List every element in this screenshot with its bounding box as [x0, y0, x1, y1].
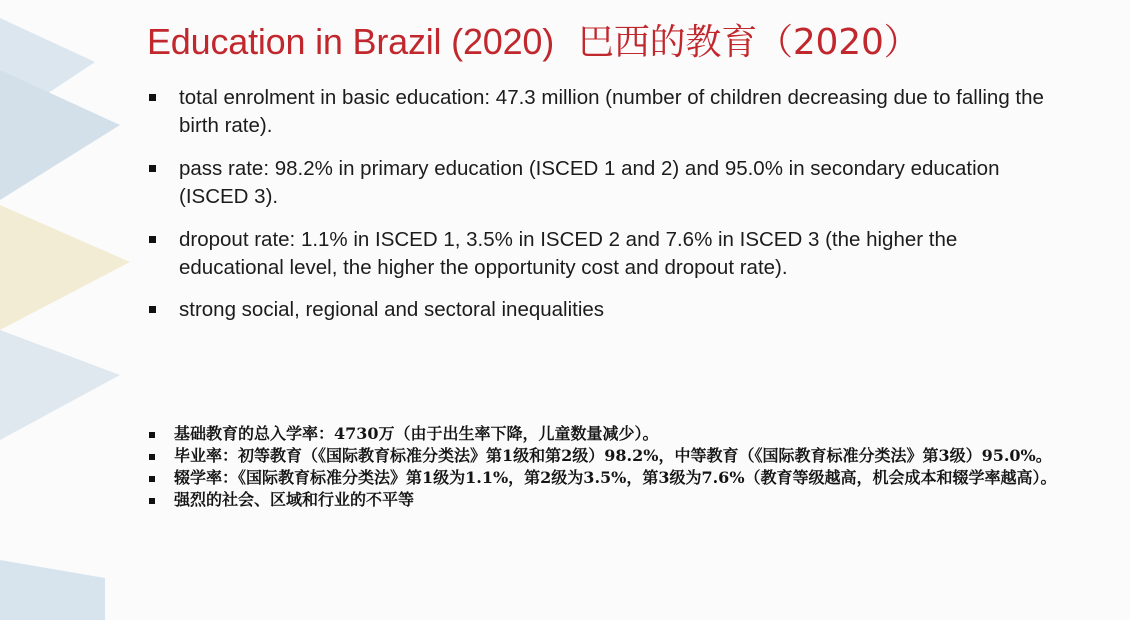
bullet-text: total enrolment in basic education: 47.3 million (number of children decreasing due to falling the birth rate). — [179, 86, 1044, 137]
bullet-text: strong social, regional and sectoral inequalities — [179, 298, 605, 321]
bullet-inequalities — [145, 296, 1065, 324]
bullet-text: dropout rate: 1.1% in ISCED 1, 3.5% in ISCED 2 and 7.6% in ISCED 3 (the higher the educational level, the higher the opportunity cost and dropout rate). — [179, 228, 958, 279]
chevron-blue-upper — [0, 70, 120, 200]
bullet-zh-dropout-rate — [145, 467, 1075, 489]
bullet-square-icon — [149, 94, 156, 101]
bullet-square-icon — [149, 306, 156, 313]
bullet-square-icon — [149, 454, 155, 460]
bullet-pass-rate — [145, 155, 1065, 211]
bullet-text: pass rate: 98.2% in primary education (ISCED 1 and 2) and 95.0% in secondary education (ISCED 3). — [179, 157, 1000, 208]
bullet-square-icon — [149, 476, 155, 482]
bullet-enrolment — [145, 84, 1065, 140]
bullet-text: 毕业率：初等教育（《国际教育标准分类法》第1级和第2级）98.2%，中等教育（《国际教育标准分类法》第3级）95.0%。 — [174, 446, 1052, 465]
bullet-square-icon — [149, 165, 156, 172]
bullet-dropout-rate — [145, 226, 1065, 282]
title-english: Education in Brazil (2020) — [147, 21, 555, 62]
page-title — [147, 14, 919, 65]
bullet-text: 辍学率：《国际教育标准分类法》第1级为1.1%，第2级为3.5%，第3级为7.6%（教育等级越高，机会成本和辍学率越高）。 — [174, 468, 1057, 487]
chinese-bullet-list — [145, 423, 1075, 511]
chevron-blue-bottom — [0, 560, 105, 620]
chevron-blue-lower — [0, 330, 120, 440]
chevron-yellow — [0, 205, 130, 330]
bullet-text: 强烈的社会、区域和行业的不平等 — [174, 490, 415, 509]
bullet-square-icon — [149, 236, 156, 243]
english-bullet-list — [145, 84, 1065, 324]
title-chinese: 巴西的教育（2020） — [578, 22, 920, 63]
bullet-zh-enrolment — [145, 423, 1075, 445]
bullet-zh-pass-rate — [145, 445, 1075, 467]
decorative-chevrons — [0, 0, 130, 620]
bullet-square-icon — [149, 432, 155, 438]
bullet-zh-inequalities — [145, 489, 1075, 511]
bullet-text: 基础教育的总入学率：4730万（由于出生率下降，儿童数量减少）。 — [174, 424, 659, 443]
bullet-square-icon — [149, 498, 155, 504]
